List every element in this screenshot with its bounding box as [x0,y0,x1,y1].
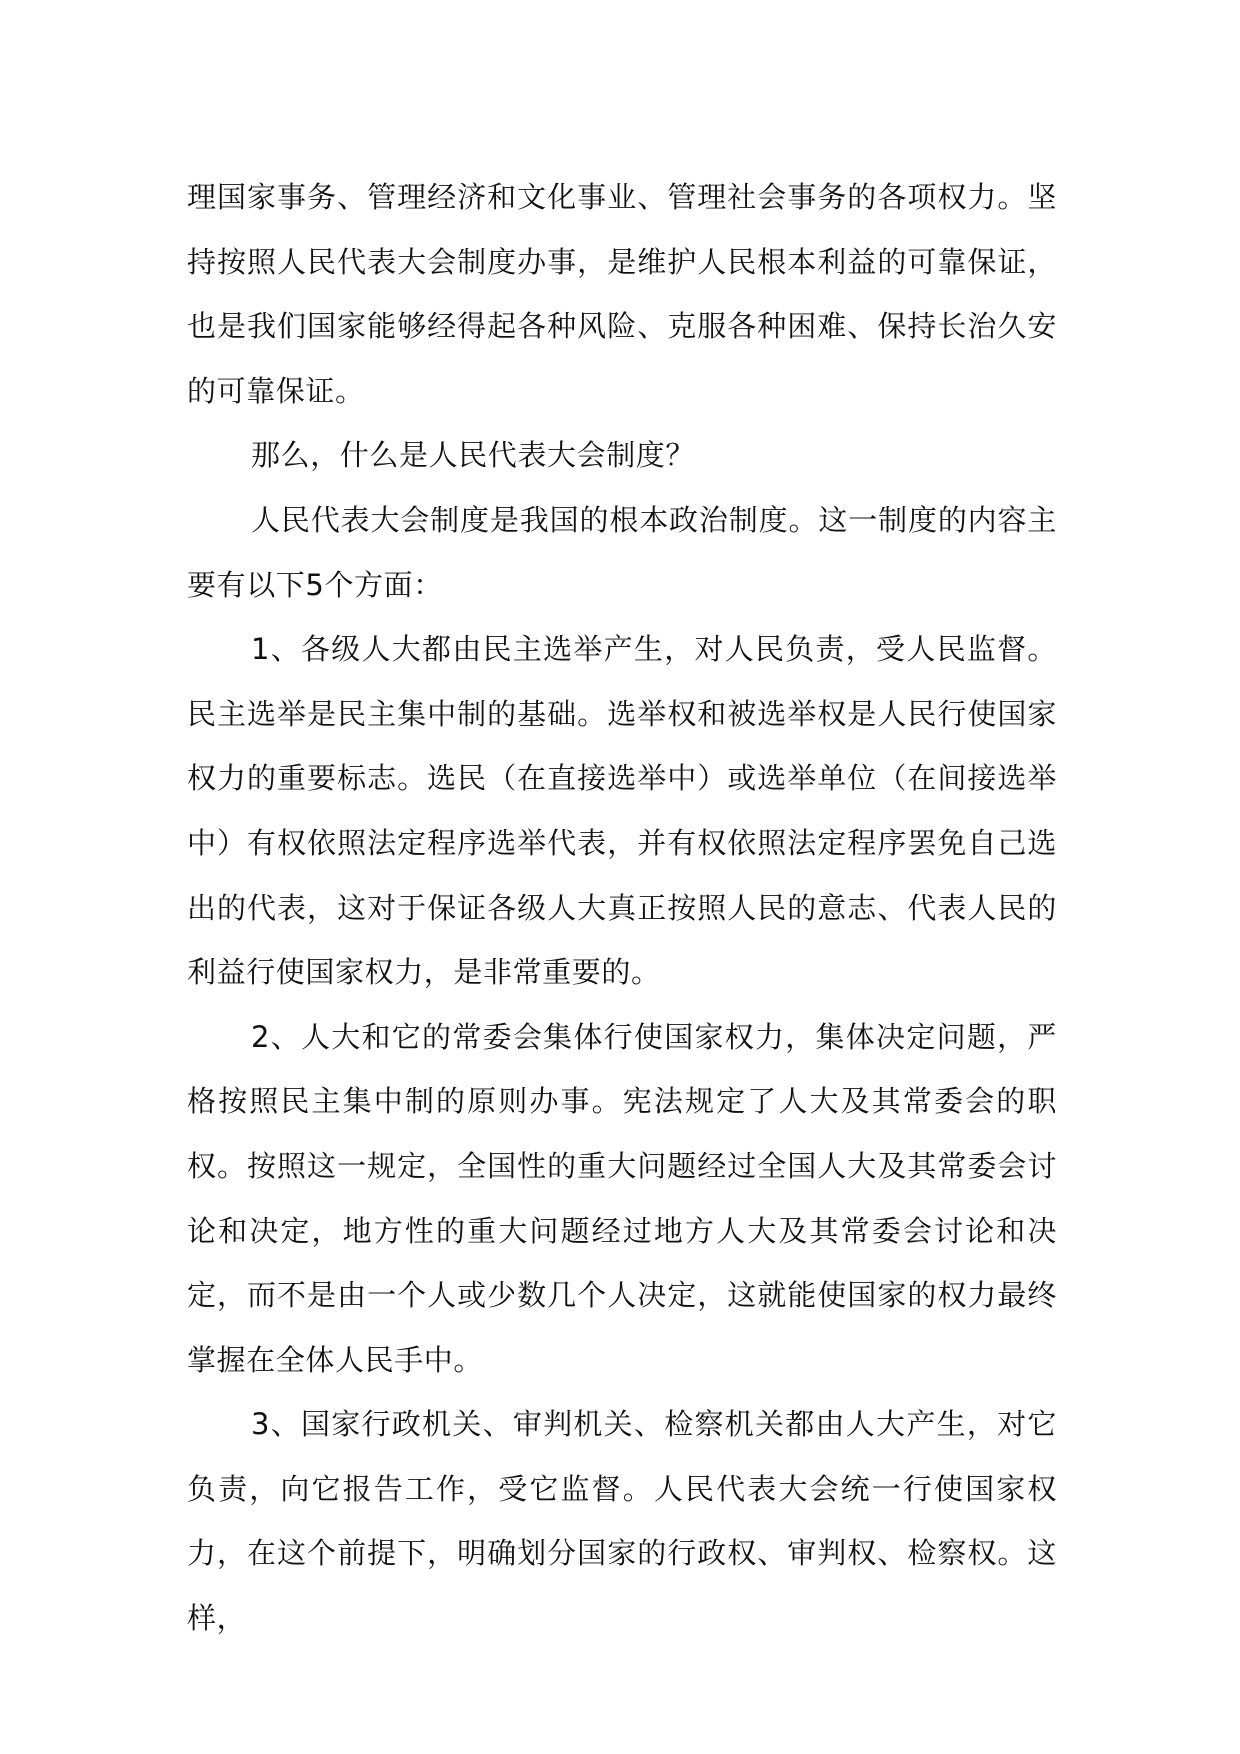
paragraph-point-3: 3、国家行政机关、审判机关、检察机关都由人大产生，对它负责，向它报告工作，受它监督。人民代表大会统一行使国家权力，在这个前提下，明确划分国家的行政权、审判权、检察权。这样， [187,1407,1057,1636]
body-text [187,165,1057,1651]
paragraph-point-1: 1、各级人大都由民主选举产生，对人民负责，受人民监督。民主选举是民主集中制的基础。选举权和被选举权是人民行使国家权力的重要标志。选民（在直接选举中）或选举单位（在间接选举中）有权依照法定程序选举代表，并有权依照法定程序罢免自己选出的代表，这对于保证各级人大真正按照人民的意志、代表人民的利益行使国家权力，是非常重要的。 [187,632,1057,990]
paragraph-continuation: 理国家事务、管理经济和文化事业、管理社会事务的各项权力。坚持按照人民代表大会制度办事，是维护人民根本利益的可靠保证，也是我们国家能够经得起各种风险、克服各种困难、保持长治久安的可靠保证。 [187,180,1057,408]
paragraph-question: 那么，什么是人民代表大会制度？ [251,438,696,473]
paragraph-point-2: 2、人大和它的常委会集体行使国家权力，集体决定问题，严格按照民主集中制的原则办事。宪法规定了人大及其常委会的职权。按照这一规定，全国性的重大问题经过全国人大及其常委会讨论和决定，地方性的重大问题经过地方人大及其常委会讨论和决定，而不是由一个人或少数几个人决定，这就能使国家的权力最终掌握在全体人民手中。 [187,1019,1057,1377]
paragraph-definition: 人民代表大会制度是我国的根本政治制度。这一制度的内容主要有以下5个方面： [187,502,1057,602]
